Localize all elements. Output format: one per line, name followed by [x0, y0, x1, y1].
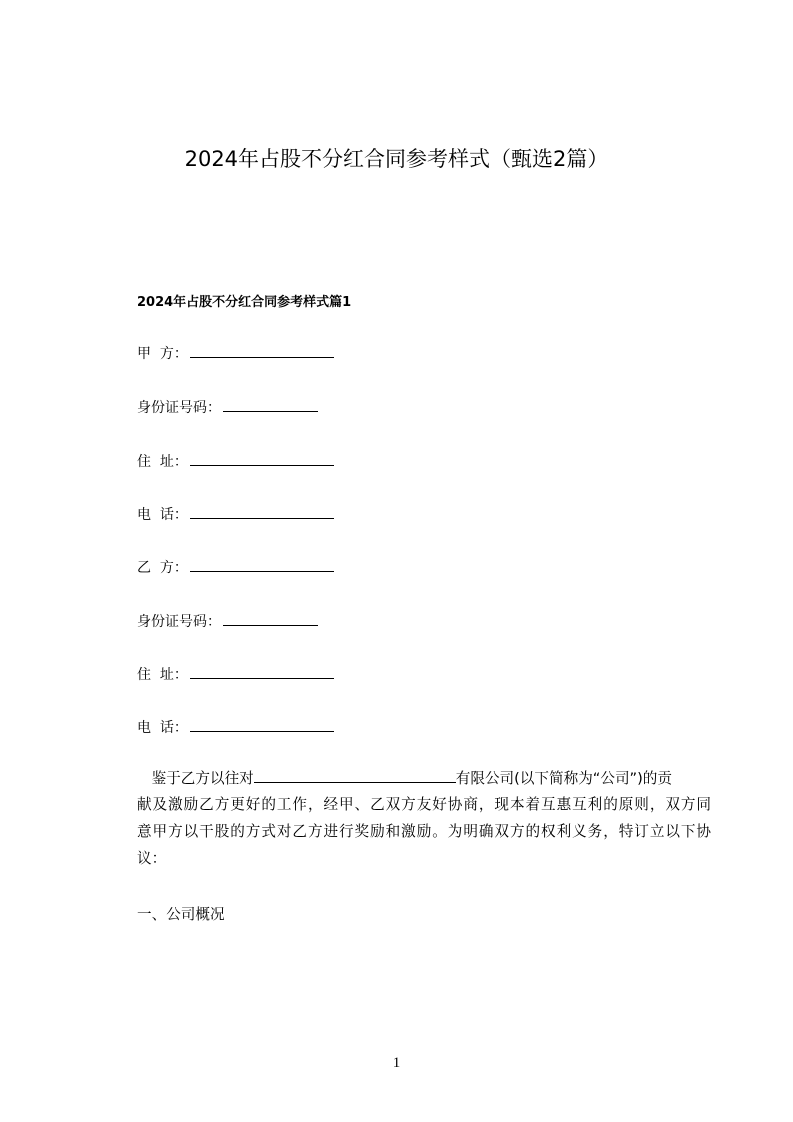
party-b-field: 乙 方： [137, 557, 334, 578]
blank-line [190, 504, 334, 519]
blank-line [190, 557, 334, 572]
party-b-phone-field: 电 话： [137, 717, 334, 738]
blank-line [190, 343, 334, 358]
document-title: 2024年占股不分红合同参考样式（甄选2篇） [184, 147, 609, 171]
paragraph-line: 鉴于乙方以往对 有限公司(以下简称为“公司”)的贡 [137, 770, 672, 787]
paragraph-line: 议： [137, 850, 167, 867]
section-title: 一、公司概况 [137, 906, 225, 923]
party-b-id-field: 身份证号码： [137, 611, 318, 632]
party-a-field: 甲 方： [137, 343, 334, 364]
section-heading: 2024年占股不分红合同参考样式篇1 [137, 295, 352, 310]
party-b-address-field: 住 址： [137, 664, 334, 685]
paragraph-line: 意甲方以干股的方式对乙方进行奖励和激励。为明确双方的权利义务，特订立以下协 [137, 823, 712, 840]
blank-line [223, 397, 318, 412]
page-number: 1 [392, 1055, 401, 1071]
blank-line [190, 717, 334, 732]
blank-line [223, 611, 318, 626]
blank-line [254, 768, 456, 783]
blank-line [190, 451, 334, 466]
party-a-id-field: 身份证号码： [137, 397, 318, 418]
party-a-address-field: 住 址： [137, 451, 334, 472]
party-a-phone-field: 电 话： [137, 504, 334, 525]
paragraph-line: 献及激励乙方更好的工作，经甲、乙双方友好协商，现本着互惠互利的原则，双方同 [137, 796, 712, 813]
blank-line [190, 664, 334, 679]
